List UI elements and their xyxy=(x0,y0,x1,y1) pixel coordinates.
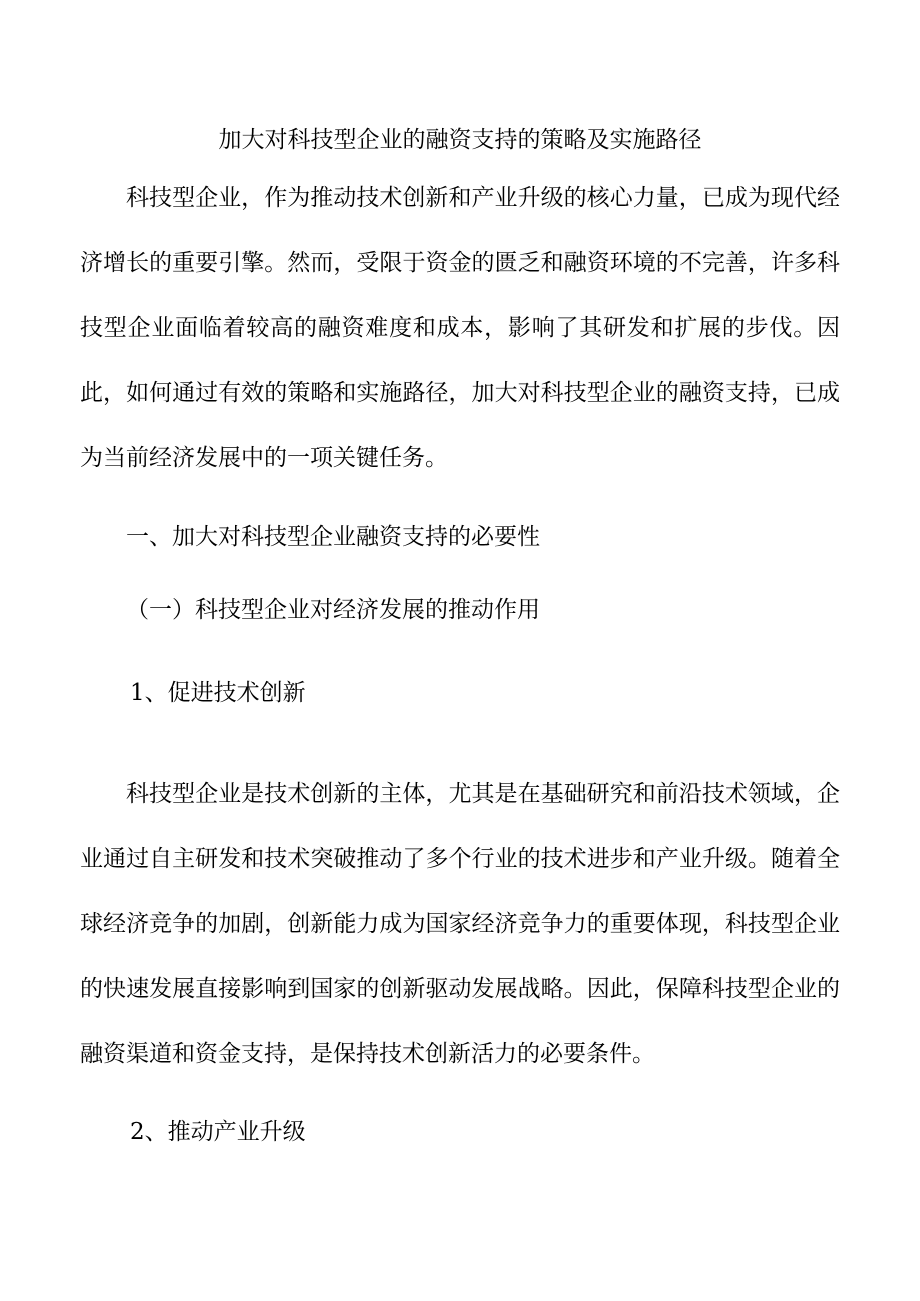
item-heading-1: 1、促进技术创新 xyxy=(130,680,306,706)
document-title: 加大对科技型企业的融资支持的策略及实施路径 xyxy=(218,127,702,153)
item-1-paragraph: 科技型企业是技术创新的主体，尤其是在基础研究和前沿技术领域，企业通过自主研发和技术突破推动了多个行业的技术进步和产业升级。随着全球经济竞争的加剧，创新能力成为国家经济竞争力的重要体现，科技型企业的快速发展直接影响到国家的创新驱动发展战略。因此，保障科技型企业的融资渠道和资金支持，是保持技术创新活力的必要条件。 xyxy=(80,781,840,1067)
intro-paragraph: 科技型企业，作为推动技术创新和产业升级的核心力量，已成为现代经济增长的重要引擎。然而，受限于资金的匮乏和融资环境的不完善，许多科技型企业面临着较高的融资难度和成本，影响了其研发和扩展的步伐。因此，如何通过有效的策略和实施路径，加大对科技型企业的融资支持，已成为当前经济发展中的一项关键任务。 xyxy=(80,185,840,471)
subsection-heading-1: （一）科技型企业对经济发展的推动作用 xyxy=(126,597,540,623)
section-heading-1: 一、加大对科技型企业融资支持的必要性 xyxy=(126,524,540,550)
item-heading-2: 2、推动产业升级 xyxy=(130,1119,306,1145)
